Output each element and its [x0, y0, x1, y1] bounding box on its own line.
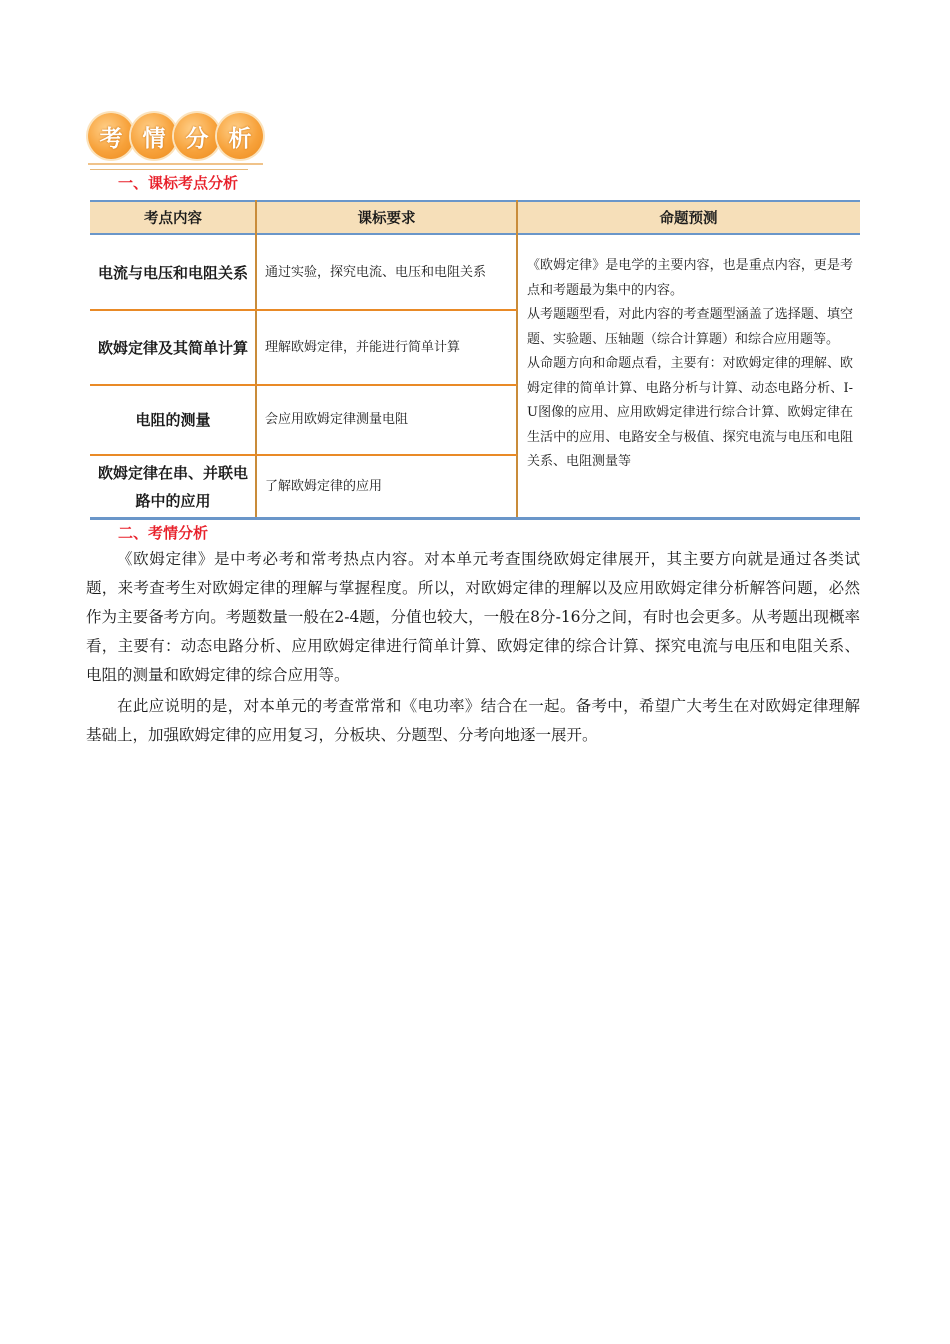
table-header-requirement: 课标要求	[256, 200, 517, 235]
requirement-cell: 了解欧姆定律的应用	[265, 478, 383, 494]
banner-char-2: 情	[131, 113, 177, 159]
banner-char-3: 分	[174, 113, 220, 159]
topic-cell: 欧姆定律在串、并联电路中的应用	[97, 463, 248, 510]
analysis-body	[86, 545, 860, 750]
section-heading-1: 一、课标考点分析	[118, 174, 239, 192]
banner-char-1: 考	[88, 113, 134, 159]
topic-cell: 欧姆定律及其简单计算	[97, 338, 248, 357]
prediction-paragraph: 从命题方向和命题点看，主要有：对欧姆定律的理解、欧姆定律的简单计算、电路分析与计算、动态电路分析、I-U图像的应用、应用欧姆定律进行综合计算、欧姆定律在生活中的应用、电路安全与极值、探究电流与电压和电阻关系、电阻测量等	[527, 356, 853, 469]
requirement-cell: 理解欧姆定律，并能进行简单计算	[265, 339, 461, 355]
topic-cell: 电阻的测量	[135, 411, 211, 429]
prediction-cell	[527, 254, 853, 475]
banner-char-4: 析	[217, 113, 263, 159]
prediction-paragraph: 从考题题型看，对此内容的考查题型涵盖了选择题、填空题、实验题、压轴题（综合计算题）和综合应用题等。	[527, 307, 853, 347]
table-header-topic: 考点内容	[90, 200, 256, 235]
table-header-prediction: 命题预测	[517, 200, 860, 235]
analysis-paragraph: 《欧姆定律》是中考必考和常考热点内容。对本单元考查围绕欧姆定律展开，其主要方向就是通过各类试题，来考查考生对欧姆定律的理解与掌握程度。所以，对欧姆定律的理解以及应用欧姆定律分析解答问题，必然作为主要备考方向。考题数量一般在2-4题，分值也较大，一般在8分-16分之间，有时也会更多。从考题出现概率看，主要有：动态电路分析、应用欧姆定律进行简单计算、欧姆定律的综合计算、探究电流与电压和电阻关系、电阻的测量和欧姆定律的综合应用等。	[86, 550, 860, 684]
topic-cell: 电流与电压和电阻关系	[97, 263, 248, 282]
column-divider	[516, 200, 518, 518]
requirement-cell: 通过实验，探究电流、电压和电阻关系	[265, 264, 487, 280]
requirement-cell: 会应用欧姆定律测量电阻	[265, 412, 409, 427]
section-heading-2: 二、考情分析	[118, 524, 209, 542]
section-heading-rule	[90, 169, 248, 170]
banner-underline	[88, 163, 263, 165]
table-bottom-rule	[90, 517, 860, 520]
curriculum-table	[90, 200, 860, 520]
section-banner	[88, 113, 263, 165]
prediction-paragraph: 《欧姆定律》是电学的主要内容，也是重点内容，更是考点和考题最为集中的内容。	[527, 258, 853, 298]
analysis-paragraph: 在此应说明的是，对本单元的考查常常和《电功率》结合在一起。备考中，希望广大考生在对欧姆定律理解基础上，加强欧姆定律的应用复习，分板块、分题型、分考向地逐一展开。	[86, 697, 860, 744]
